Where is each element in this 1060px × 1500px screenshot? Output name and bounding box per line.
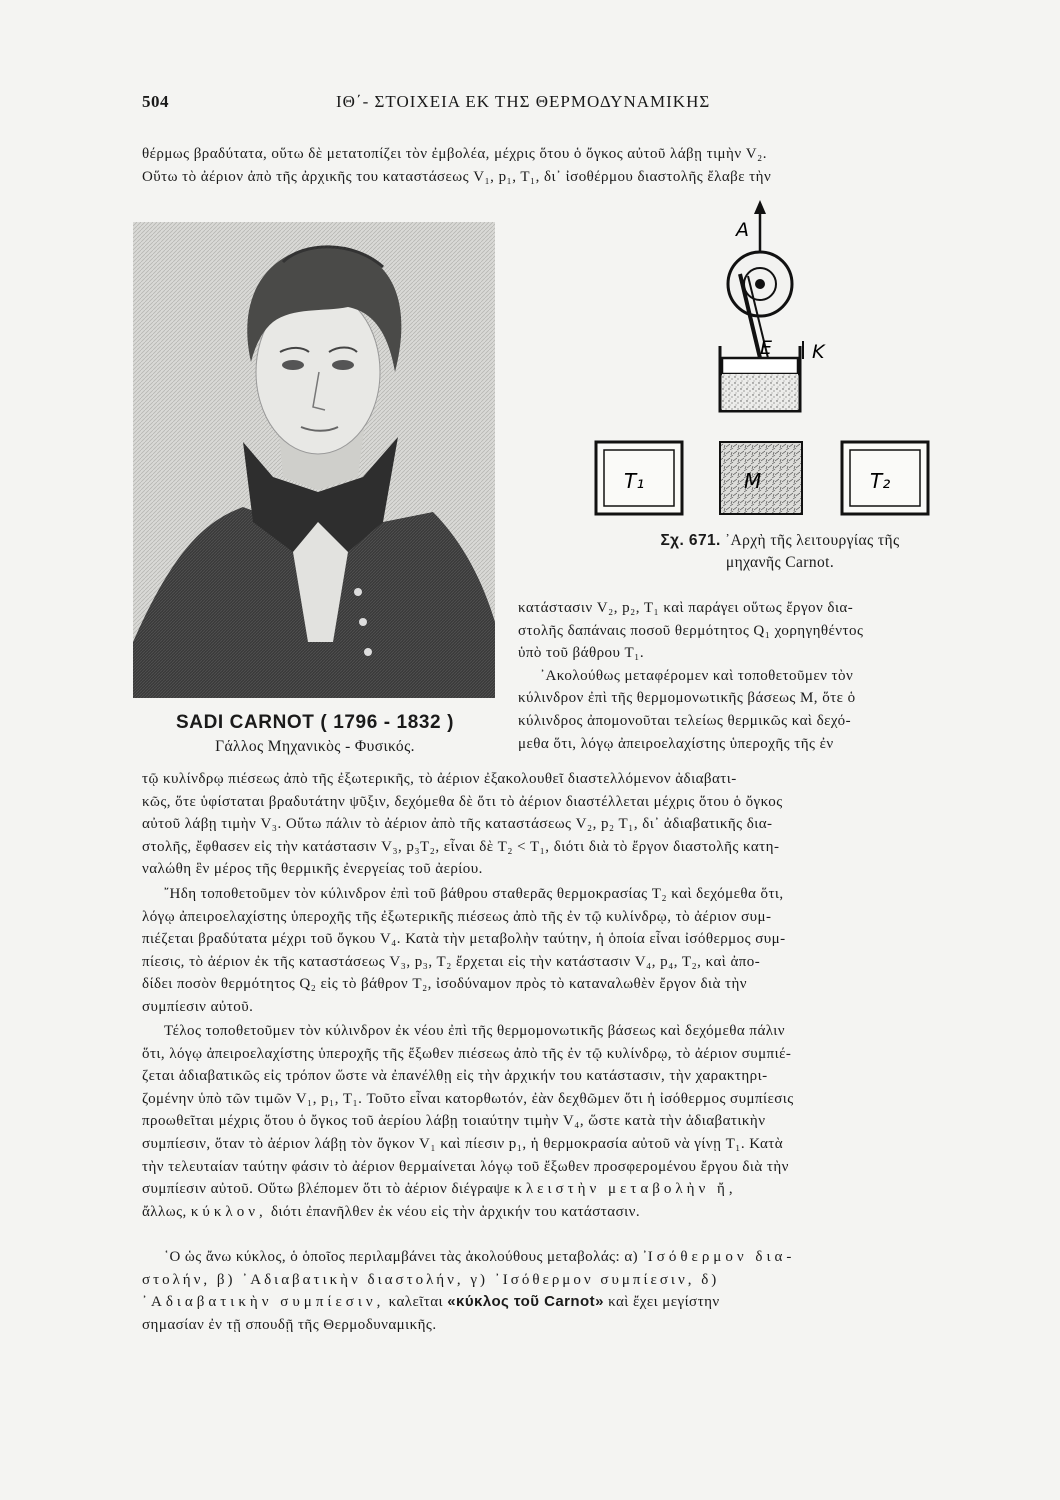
label-a: A (736, 219, 749, 241)
text-line (142, 1178, 1008, 1201)
arrow-head-icon (754, 200, 766, 214)
caption-text-2: μηχανῆς Carnot. (725, 554, 835, 571)
emphasis-cycle: κύκλον, (190, 1203, 267, 1220)
text-line: ναλώθη ἓν μέρος τῆς θερμικῆς ἐνεργείας τοῦ ἀερίου. (142, 861, 483, 878)
text-line: λόγῳ ἀπειροελαχίστης ὑπεροχῆς τῆς ἐξωτερικῆς πιέσεως ἀπὸ τῆς ἐν τῷ κυλίνδρῳ, τὸ ἀέριον συμ- (142, 908, 772, 925)
text-line: ᾿Ακολούθως μεταφέρομεν καὶ τοποθετοῦμεν τὸν (540, 667, 854, 684)
text-line: σημασίαν ἐν τῇ σπουδῇ τῆς Θερμοδυναμικῆς. (142, 1316, 437, 1333)
portrait-engraving (133, 222, 495, 698)
text-line (142, 1246, 1008, 1269)
label-m: M (744, 469, 762, 493)
portrait-role: Γάλλος Μηχανικὸς - Φυσικός. (215, 738, 415, 755)
label-t1: T₁ (624, 469, 645, 493)
text-line: πίεσις, τὸ ἀέριον ἐκ τῆς καταστάσεως V₃, p₃, T₂ ἔρχεται εἰς τὴν κατάστασιν V₄, p₄, T₂, καὶ ἀπο- (142, 953, 761, 970)
label-k: K (812, 341, 825, 363)
carnot-engine-figure (590, 196, 940, 526)
text-fragment: διότι ἐπανῆλθεν ἐκ νέου εἰς τὴν ἀρχικήν του κατάστασιν. (270, 1203, 641, 1220)
text-line: πιέζεται βραδύτατα μέχρι τοῦ ὄγκου V₄. Κατὰ τὴν μεταβολὴν ταύτην, ἡ ὁποία εἶναι ἰσόθερμος συμ- (142, 931, 786, 948)
text-fragment: καλεῖται (388, 1294, 444, 1311)
text-line: ὅτι, λόγῳ ἀπειροελαχίστης ὑπεροχῆς τῆς ἔξωθεν πιέσεως ἀπὸ τῆς ἐν τῷ κυλίνδρῳ, τὸ ἀέριον συμπιέ- (142, 1045, 792, 1062)
text-line: ζομένην ὑπὸ τῶν τιμῶν V₁, p₁, T₁. Τοῦτο εἶναι κατορθωτόν, ἐὰν δεχθῶμεν ὅτι ἡ ἰσόθερμος συμπίεσις (142, 1090, 794, 1107)
emphasis-isothermal-expansion: Ισόθερμον δια- (647, 1249, 796, 1265)
carnot-portrait (133, 222, 495, 698)
body-paragraph-2 (142, 883, 1008, 1019)
body-paragraph-4 (142, 1246, 1008, 1336)
text-fragment: ῾Ο ὡς ἄνω κύκλος, ὁ ὁποῖος περιλαμβάνει τὰς ἀκολούθους μεταβολάς: α) ᾿ (164, 1249, 648, 1265)
text-line: μεθα ὅτι, λόγῳ ἀπειροελαχίστης ὑπεροχῆς τῆς ἐν (518, 735, 834, 752)
text-fragment: καὶ ἔχει μεγίστην (608, 1294, 720, 1311)
text-line: Οὕτω τὸ ἀέριον ἀπὸ τῆς ἀρχικῆς του καταστάσεως V₁, p₁, T₁, δι᾿ ἰσοθέρμου διαστολῆς ἔλαβε τὴν (142, 168, 772, 185)
text-line: αὐτοῦ λάβῃ τιμὴν V₃. Οὕτω πάλιν τὸ ἀέριον ἀπὸ τῆς καταστάσεως V₂, p₂ T₁, δι᾿ ἀδιαβατικῆς δια- (142, 816, 773, 833)
text-line: δίδει ποσὸν θερμότητος Q₂ εἰς τὸ βάθρον T₂, ἰσοδύναμον πρὸς τὸ καταναλωθὲν ἔργον διὰ τὴν (142, 976, 747, 993)
text-line: συμπίεσιν, ὅταν τὸ ἀέριον λάβῃ τὸν ὄγκον V₁ καὶ πίεσιν p₁, ἡ θερμοκρασία αὐτοῦ νὰ γίνῃ T₁. Κατὰ (142, 1135, 784, 1152)
text-line: συμπίεσιν αὐτοῦ. (142, 998, 254, 1015)
page-number: 504 (142, 92, 169, 111)
text-fragment: συμπίεσιν αὐτοῦ. Οὕτω βλέπομεν ὅτι τὸ ἀέριον διέγραψε (142, 1181, 511, 1198)
text-line: στολήν, β) ᾿Αδιαβατικὴν διαστολήν, γ) ᾿Ισόθερμον συμπίεσιν, δ) (142, 1271, 720, 1288)
text-line: ῎Ηδη τοποθετοῦμεν τὸν κύλινδρον ἐπὶ τοῦ βάθρου σταθερᾶς θερμοκρασίας T₂ καὶ δεχόμεθα ὅτι, (164, 886, 784, 902)
piston (722, 358, 798, 374)
figure-caption (600, 530, 960, 574)
body-paragraph-1 (142, 768, 1008, 881)
text-line (142, 1201, 1008, 1224)
text-line: στολῆς, ἔφθασεν εἰς τὴν κατάστασιν V₃, p₃T₂, εἶναι δὲ T₂ < T₁, διότι διὰ τὸ ἔργον διαστολῆς κατη- (142, 838, 780, 855)
emphasis-adiabatic-compression: ᾿Αδιαβατικὴν συμπίεσιν, (142, 1294, 385, 1311)
text-line (142, 1291, 1008, 1314)
text-line: θέρμως βραδύτατα, οὕτω δὲ μετατοπίζει τὸν ἐμβολέα, μέχρις ὅτου ὁ ὄγκος αὐτοῦ λάβῃ τιμὴν V₂. (142, 146, 767, 162)
text-fragment: ἄλλως, (142, 1203, 187, 1220)
text-line: τὴν τελευταίαν ταύτην φάσιν τὸ ἀέριον θερμαίνεται λόγῳ τοῦ ἔξωθεν προσφερομένου ἔργου διὰ τὴν (142, 1158, 789, 1175)
body-paragraph-3 (142, 1020, 1008, 1223)
text-line: ζεται ἀδιαβατικῶς εἰς τρόπον ὥστε νὰ ἐπανέλθῃ εἰς τὴν ἀρχικήν του κατάστασιν, τὴν χαρακτηρι- (142, 1068, 768, 1085)
portrait-name: SADI CARNOT ( 1796 - 1832 ) (175, 712, 455, 733)
caption-number: Σχ. 671. (660, 532, 721, 549)
intro-paragraph (142, 143, 1008, 188)
text-line: κατάστασιν V₂, p₂, T₁ καὶ παράγει οὕτως ἔργον δια- (518, 600, 854, 616)
running-title: ΙΘ΄- ΣΤΟΙΧΕΙΑ ΕΚ ΤΗΣ ΘΕΡΜΟΔΥΝΑΜΙΚΗΣ (336, 92, 711, 111)
label-e: E (760, 337, 773, 359)
text-line: κύλινδρον ἐπὶ τῆς θερμομονωτικῆς βάσεως M, ὅτε ὁ (518, 690, 856, 707)
text-line: κύλινδρος ἀπομονοῦται τελείως θερμικῶς καὶ δεχό- (518, 712, 852, 729)
carnot-cycle-term: «κύκλος τοῦ Carnot» (447, 1293, 604, 1311)
emphasis-closed-change: κλειστὴν μεταβολὴν ἤ, (514, 1181, 737, 1198)
label-t2: T₂ (870, 469, 891, 493)
text-line: τῷ κυλίνδρῳ πιέσεως ἀπὸ τῆς ἐξωτερικῆς, τὸ ἀέριον ἐξακολουθεῖ διαστελλόμενον ἀδιαβατι- (142, 771, 737, 787)
caption-text-1: ᾿Αρχὴ τῆς λειτουργίας τῆς (724, 532, 900, 549)
text-line: Τέλος τοποθετοῦμεν τὸν κύλινδρον ἐκ νέου ἐπὶ τῆς θερμομονωτικῆς βάσεως καὶ δεχόμεθα πάλιν (164, 1023, 786, 1039)
text-line: προωθεῖται μέχρις ὅτου ὁ ὄγκος τοῦ ἀερίου λάβῃ τοιαύτην τιμὴν V₄, ὥστε κατὰ τὴν ἀδιαβατικὴν (142, 1113, 766, 1130)
text-line: ὑπὸ τοῦ βάθρου T₁. (518, 645, 645, 662)
gas-volume (722, 374, 798, 410)
text-line: στολῆς δαπάναις ποσοῦ θερμότητος Q₁ χορηγηθέντος (518, 622, 864, 639)
right-column-text (518, 597, 998, 755)
text-line: κῶς, ὅτε ὑφίσταται βραδυτάτην ψῦξιν, δεχόμεθα δὲ ὅτι τὸ ἀέριον διαστέλλεται μέχρις ὅτου ὁ ὄγκος (142, 793, 783, 810)
